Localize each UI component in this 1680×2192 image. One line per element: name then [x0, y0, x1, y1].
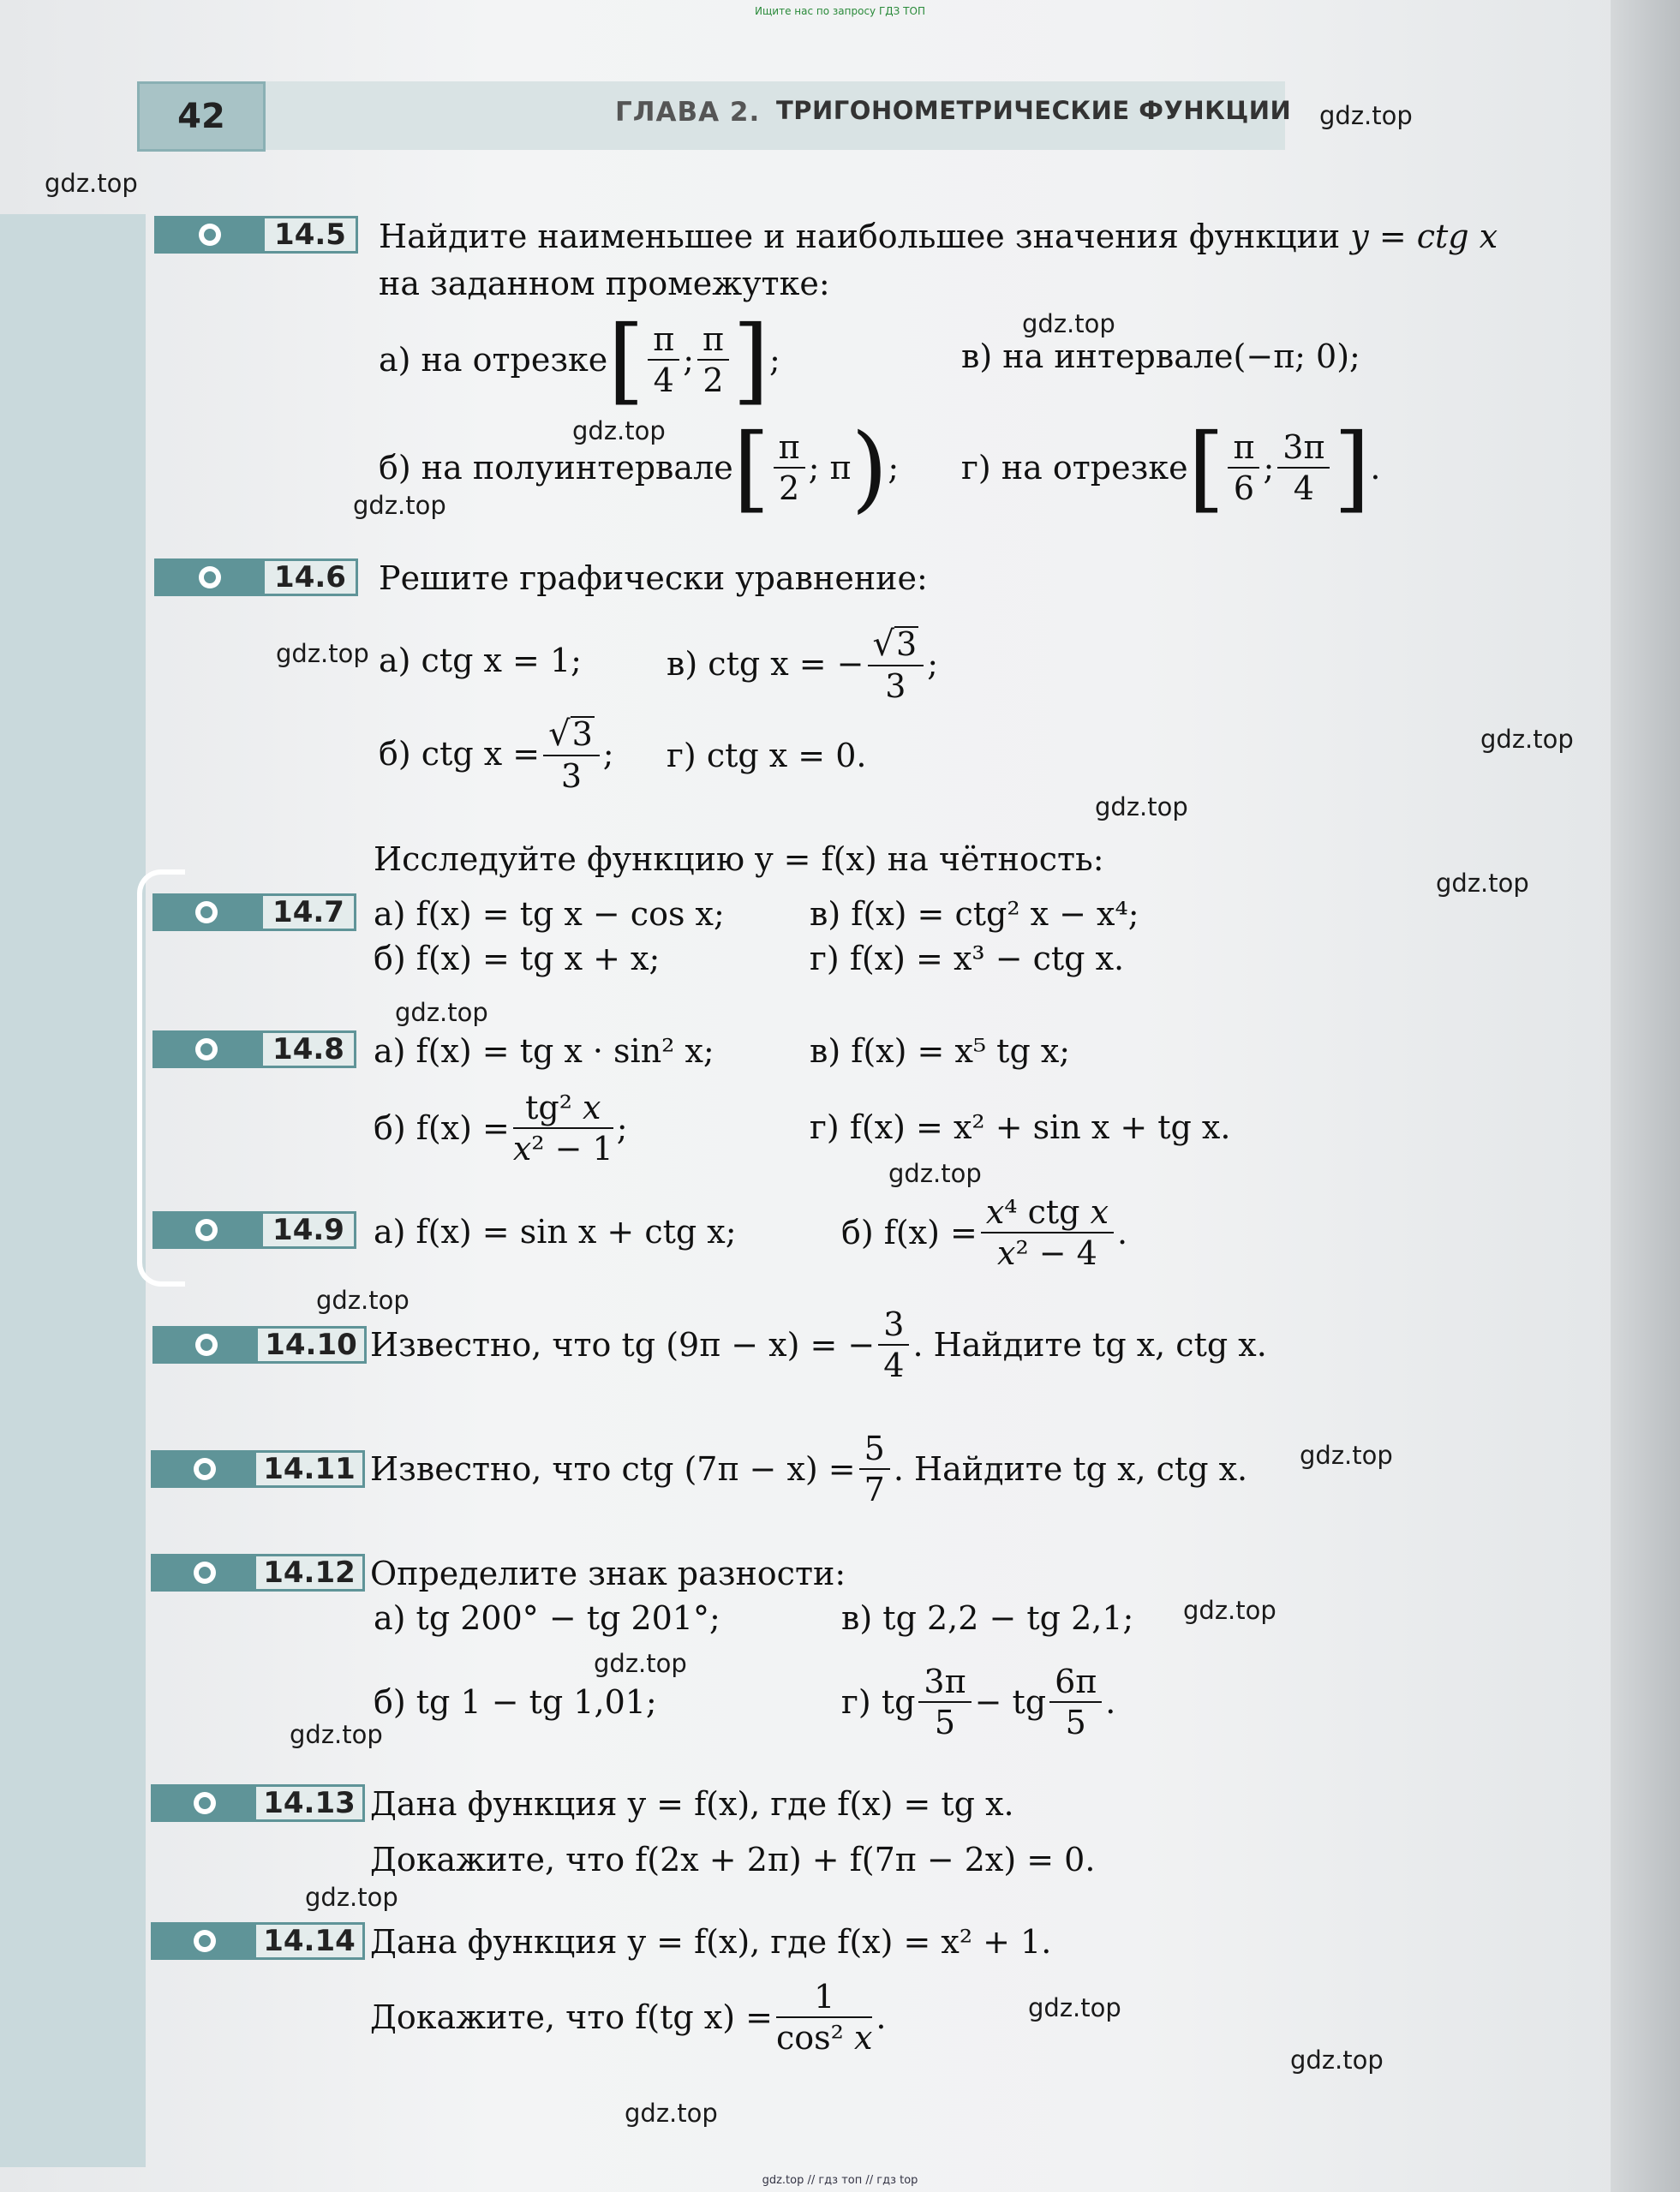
- ex-14-7-g: г) f(x) = x³ − ctg x.: [810, 940, 1125, 977]
- ex-14-11-text: Известно, что ctg (7π − x) = $\frac{5}{7}$ . Найдите tg x, ctg x.: [370, 1430, 1248, 1508]
- watermark: gdz.top: [1319, 101, 1413, 130]
- watermark: gdz.top: [1095, 792, 1188, 821]
- chapter-title: ТРИГОНОМЕТРИЧЕСКИЕ ФУНКЦИИ: [776, 96, 1292, 125]
- ex-14-9-b: б) f(x) = $\frac{\text{x⁴ ctg x}}{\text{x² − 4}}$ .: [841, 1193, 1128, 1272]
- watermark: gdz.top: [625, 2099, 718, 2128]
- ex-14-8-a: а) f(x) = tg x · sin² x;: [374, 1032, 714, 1070]
- watermark: gdz.top: [316, 1286, 410, 1315]
- parity-intro: Исследуйте функцию y = f(x) на чётность:: [374, 840, 1104, 878]
- ex-14-12-v: в) tg 2,2 − tg 2,1;: [841, 1599, 1134, 1637]
- ex-14-14-text1: Дана функция y = f(x), где f(x) = x² + 1.: [370, 1923, 1052, 1961]
- left-margin-strip: [0, 214, 146, 2167]
- watermark: gdz.top: [1436, 869, 1529, 898]
- watermark: gdz.top: [1028, 1993, 1121, 2022]
- watermark: gdz.top: [395, 998, 488, 1027]
- watermark: gdz.top: [1022, 309, 1115, 338]
- ex-14-6-v: в) ctg x = − $\frac{√3}{3}$ ;: [667, 624, 939, 705]
- watermark: gdz.top: [276, 639, 369, 668]
- ex-14-8-g: г) f(x) = x² + sin x + tg x.: [810, 1108, 1231, 1146]
- ex-14-9-a: а) f(x) = sin x + ctg x;: [374, 1213, 737, 1251]
- watermark: gdz.top: [1480, 725, 1574, 754]
- ex-14-12-g: г) tg $\frac{3\pi}{5}$ − tg $\frac{6\pi}{5}$ .: [841, 1663, 1116, 1741]
- watermark: gdz.top: [305, 1883, 398, 1912]
- ex-14-7-v: в) f(x) = ctg² x − x⁴;: [810, 895, 1139, 933]
- ex-14-13-text1: Дана функция y = f(x), где f(x) = tg x.: [370, 1785, 1014, 1823]
- watermark: gdz.top: [1183, 1596, 1276, 1625]
- bottom-note: gdz.top // гдз топ // гдз top: [762, 2174, 918, 2187]
- page-edge-shadow: [1611, 0, 1680, 2192]
- ex-14-7-b: б) f(x) = tg x + x;: [374, 940, 661, 977]
- ex-14-13-text2: Докажите, что f(2x + 2π) + f(7π − 2x) = 0.: [370, 1841, 1096, 1878]
- ex-14-8-b: б) f(x) = $\frac{\text{tg² x}}{\text{x² − 1}}$ ;: [374, 1089, 628, 1168]
- ex-14-5-text2: на заданном промежутке:: [379, 265, 830, 302]
- ex-14-6-a: а) ctg x = 1;: [379, 642, 582, 679]
- ex-14-5-b: б) на полуинтервале [ $\frac{\pi}{2}$ ; π ) ;: [379, 413, 900, 523]
- page-number: 42: [137, 81, 266, 152]
- ex-14-6-g: г) ctg x = 0.: [667, 737, 867, 774]
- watermark: gdz.top: [290, 1720, 383, 1749]
- ex-14-7-a: а) f(x) = tg x − cos x;: [374, 895, 725, 933]
- ex-14-6-b: б) ctg x = $\frac{√3}{3}$ ;: [379, 714, 614, 795]
- ex-14-12-b: б) tg 1 − tg 1,01;: [374, 1683, 657, 1721]
- watermark: gdz.top: [572, 416, 666, 445]
- chapter-label: ГЛАВА 2.: [615, 97, 761, 128]
- ex-14-5-g: г) на отрезке [ $\frac{\pi}{6}$ ; $\frac{3\pi}{4}$ ] .: [961, 413, 1381, 523]
- watermark: gdz.top: [353, 491, 446, 520]
- ex-14-10-text: Известно, что tg (9π − x) = − $\frac{3}{4}$ . Найдите tg x, ctg x.: [370, 1305, 1267, 1384]
- watermark: gdz.top: [45, 169, 138, 198]
- ex-14-5-a: а) на отрезке [ $\frac{\pi}{4}$ ; $\frac{\pi}{2}$ ] ;: [379, 305, 780, 415]
- ex-14-8-v: в) f(x) = x⁵ tg x;: [810, 1032, 1071, 1070]
- top-note: Ищите нас по запросу ГДЗ ТОП: [755, 5, 925, 17]
- watermark: gdz.top: [1300, 1441, 1393, 1470]
- watermark: gdz.top: [888, 1159, 982, 1188]
- ex-14-14-text2: Докажите, что f(tg x) = $\frac{1}{\text{cos² x}}$ .: [370, 1978, 887, 2057]
- ex-14-5-v: в) на интервале(−π; 0);: [961, 337, 1360, 375]
- ex-14-12-text: Определите знак разности:: [370, 1555, 846, 1592]
- watermark: gdz.top: [594, 1649, 687, 1678]
- ex-14-6-text: Решите графически уравнение:: [379, 559, 928, 597]
- ex-14-12-a: а) tg 200° − tg 201°;: [374, 1599, 720, 1637]
- watermark: gdz.top: [1290, 2046, 1384, 2075]
- ex-14-5-text: Найдите наименьшее и наибольшее значения функции y = ctg x: [379, 218, 1498, 255]
